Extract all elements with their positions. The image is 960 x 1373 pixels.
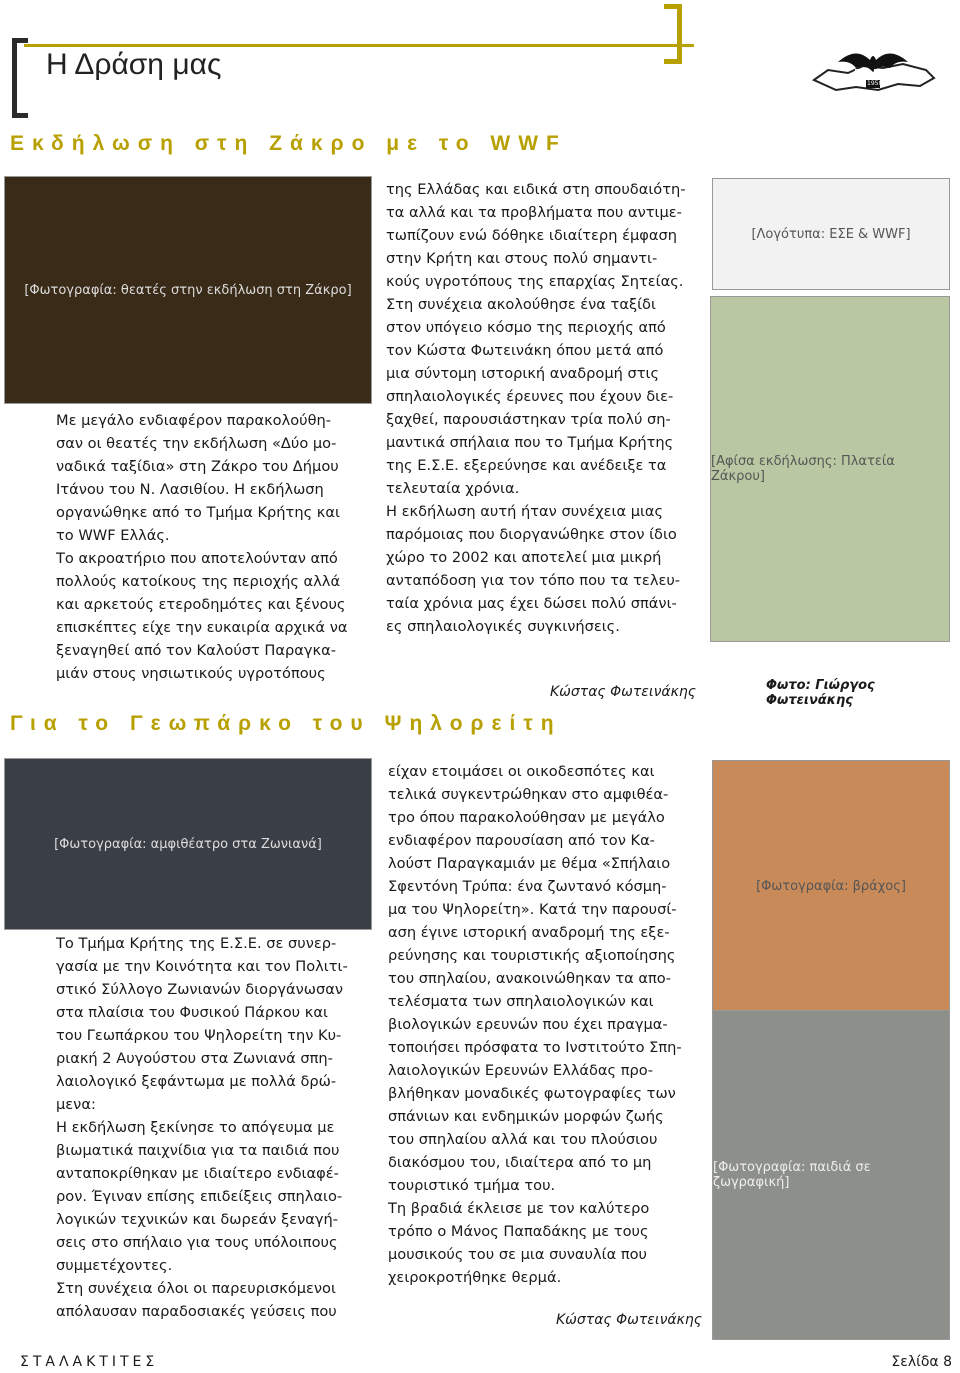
- text-line: μενα:: [56, 1096, 96, 1113]
- text-line: μουσικούς του σε μια συναυλία που: [388, 1246, 647, 1263]
- photo-zakros-audience: [4, 176, 372, 404]
- text-line: γασία με την Κοινότητα και τον Πολιτι-: [56, 958, 348, 975]
- article1-author: Κώστας Φωτεινάκης: [550, 684, 696, 700]
- photo-cliff-label: [Φωτογραφία: βράχος]: [756, 878, 906, 894]
- photo-event-poster: [710, 296, 950, 642]
- text-line: λαιολογικό ξεφάντωμα με πολλά δρώ-: [56, 1073, 337, 1090]
- photo-children-drawing-label: [Φωτογραφία: παιδιά σε ζωγραφική]: [713, 1160, 871, 1190]
- photo-children-drawing: [712, 1010, 950, 1340]
- text-line: ες σπηλαιολογικές συγκινήσεις.: [386, 618, 620, 635]
- article1-right-column: [386, 178, 686, 638]
- text-line: στικό Σύλλογο Ζωνιανών διοργάνωσαν: [56, 981, 344, 998]
- text-line: αση έγινε ιστορική αναδρομή της εξε-: [388, 924, 670, 941]
- text-line: ριακή 2 Αυγούστου στα Ζωνιανά σπη-: [56, 1050, 333, 1067]
- text-line: τωπίζουν ενώ δόθηκε ιδιαίτερη έμφαση: [386, 227, 678, 244]
- text-line: μια σύντομη ιστορική αναδρομή στις: [386, 365, 660, 382]
- photo-amphitheatre-label: [Φωτογραφία: αμφιθέατρο στα Ζωνιανά]: [54, 836, 322, 852]
- text-line: και αρκετούς ετεροδημότες και ξένους: [56, 596, 346, 613]
- text-line: λούστ Παραγκαμιάν με θέμα «Σπήλαιο: [388, 855, 671, 872]
- header-divider: [24, 44, 694, 47]
- header-bracket-left: [12, 38, 28, 118]
- text-line: σεις στο σπήλαιο για τους υπόλοιπους: [56, 1234, 338, 1251]
- text-line: ανταπόδοση για τον τόπο που τα τελευ-: [386, 572, 681, 589]
- article2-title: Για το Γεωπάρκο του Ψηλορείτη: [10, 712, 562, 735]
- text-line: ναδικά ταξίδια» στη Ζάκρο του Δήμου: [56, 458, 339, 475]
- text-line: της Ελλάδας και ειδικά στη σπουδαιότη-: [386, 181, 686, 198]
- text-line: Το ακροατήριο που αποτελούνταν από: [56, 550, 338, 567]
- text-line: βιωματικά παιχνίδια για τα παιδιά που: [56, 1142, 340, 1159]
- text-line: ρον. Έγιναν επίσης επιδείξεις σπηλαιο-: [56, 1188, 343, 1205]
- text-line: Στη συνέχεια ακολούθησε ένα ταξίδι: [386, 296, 656, 313]
- text-line: τελέσματα των σπηλαιολογικών και: [388, 993, 654, 1010]
- text-line: είχαν ετοιμάσει οι οικοδεσπότες και: [388, 763, 655, 780]
- text-line: μιάν στους νησιωτικούς υγροτόπους: [56, 665, 326, 682]
- text-line: του σπηλαίου αλλά και του πλούσιου: [388, 1131, 658, 1148]
- text-line: κούς υγροτόπους της επαρχίας Σητείας.: [386, 273, 684, 290]
- text-line: ανταποκρίθηκαν με ιδιαίτερο ενδιαφέ-: [56, 1165, 339, 1182]
- text-line: ρεύνησης και τουριστικής αξιοποίησης: [388, 947, 676, 964]
- text-line: οργανώθηκε από το Τμήμα Κρήτης και: [56, 504, 340, 521]
- text-line: χώρο το 2002 και αποτελεί μια μικρή: [386, 549, 662, 566]
- text-line: συμμετέχοντες.: [56, 1257, 173, 1274]
- text-line: Το Τμήμα Κρήτης της Ε.Σ.Ε. σε συνερ-: [56, 935, 337, 952]
- text-line: σπηλαιολογικές έρευνες που έχουν διε-: [386, 388, 674, 405]
- text-line: ξαχθεί, παρουσιάστηκαν τρία πολύ ση-: [386, 411, 671, 428]
- article2-author: Κώστας Φωτεινάκης: [556, 1312, 702, 1328]
- text-line: τουριστικό τμήμα του.: [388, 1177, 556, 1194]
- text-line: βιολογικών ερευνών που έχει πραγμα-: [388, 1016, 668, 1033]
- text-line: τελευταία χρόνια.: [386, 480, 520, 497]
- society-logo: [808, 40, 938, 102]
- text-line: επισκέπτες είχε την ευκαιρία αρχικά να: [56, 619, 348, 636]
- photo-logos-label: [Λογότυπα: ΕΣΕ & WWF]: [751, 226, 911, 242]
- text-line: τρόπο ο Μάνος Παπαδάκης με τους: [388, 1223, 649, 1240]
- photo-zakros-audience-label: [Φωτογραφία: θεατές στην εκδήλωση στη Ζάκρο]: [24, 282, 352, 298]
- header-bracket-right: [664, 4, 682, 64]
- article2-left-column: [56, 932, 348, 1323]
- photo-amphitheatre: [4, 758, 372, 930]
- text-line: διακόσμου του, ιδιαίτερα από το μη: [388, 1154, 652, 1171]
- text-line: Σφεντόνη Τρύπα: ένα ζωντανό κόσμη-: [388, 878, 667, 895]
- text-line: ταία χρόνια μας έχει δώσει πολύ σπάνι-: [386, 595, 677, 612]
- text-line: Η εκδήλωση ξεκίνησε το απόγευμα με: [56, 1119, 335, 1136]
- article1-left-column: [56, 409, 347, 685]
- text-line: Με μεγάλο ενδιαφέρον παρακολούθη-: [56, 412, 332, 429]
- text-line: παρόμοιας που διοργανώθηκε στον ίδιο: [386, 526, 677, 543]
- text-line: πολλούς κατοίκους της περιοχής αλλά: [56, 573, 341, 590]
- logo-text: Ε.Σ.Ε.: [854, 68, 883, 79]
- text-line: Στη συνέχεια όλοι οι παρευρισκόμενοι: [56, 1280, 336, 1297]
- footer-page-number: Σελίδα 8: [891, 1354, 952, 1370]
- text-line: το WWF Ελλάς.: [56, 527, 170, 544]
- text-line: ενδιαφέρον παρουσίαση από τον Κα-: [388, 832, 655, 849]
- article1-title: Εκδήλωση στη Ζάκρο με το WWF: [10, 132, 567, 155]
- section-title: Η Δράση μας: [46, 48, 222, 81]
- text-line: Τη βραδιά έκλεισε με τον καλύτερο: [388, 1200, 650, 1217]
- text-line: σαν οι θεατές την εκδήλωση «Δύο μο-: [56, 435, 337, 452]
- photo-logos: [712, 178, 950, 290]
- footer-magazine-name: ΣΤΑΛΑΚΤΙΤΕΣ: [20, 1354, 159, 1370]
- photo-cliff: [712, 760, 950, 1012]
- text-line: λαιολογικών Ερευνών Ελλάδας προ-: [388, 1062, 653, 1079]
- text-line: τελικά συγκεντρώθηκαν στο αμφιθέα-: [388, 786, 669, 803]
- text-line: στα πλαίσια του Φυσικού Πάρκου και: [56, 1004, 328, 1021]
- text-line: χειροκροτήθηκε θερμά.: [388, 1269, 562, 1286]
- text-line: τοποιήσει πρόσφατα το Ινστιτούτο Σπη-: [388, 1039, 682, 1056]
- text-line: ξεναγηθεί από τον Καλούστ Παραγκα-: [56, 642, 337, 659]
- text-line: τρο όπου παρακολούθησαν με μεγάλο: [388, 809, 665, 826]
- text-line: του Γεωπάρκου του Ψηλορείτη την Κυ-: [56, 1027, 342, 1044]
- photo-credit: Φωτο: Γιώργος Φωτεινάκης: [766, 678, 875, 708]
- text-line: μαντικά σπήλαια που το Τμήμα Κρήτης: [386, 434, 674, 451]
- text-line: τα αλλά και τα προβλήματα που αντιμε-: [386, 204, 682, 221]
- text-line: της Ε.Σ.Ε. εξερεύνησε και ανέδειξε τα: [386, 457, 667, 474]
- photo-event-poster-label: [Αφίσα εκδήλωσης: Πλατεία Ζάκρου]: [711, 454, 895, 484]
- text-line: στον υπόγειο κόσμο της περιοχής από: [386, 319, 666, 336]
- text-line: μα του Ψηλορείτη». Κατά την παρουσί-: [388, 901, 677, 918]
- text-line: τον Κώστα Φωτεινάκη όπου μετά από: [386, 342, 664, 359]
- text-line: του σπηλαίου, ανακοινώθηκαν τα απο-: [388, 970, 671, 987]
- text-line: βλήθηκαν μοναδικές φωτογραφίες των: [388, 1085, 676, 1102]
- text-line: απόλαυσαν παραδοσιακές γεύσεις που: [56, 1303, 337, 1320]
- text-line: Ιτάνου του Ν. Λασιθίου. Η εκδήλωση: [56, 481, 324, 498]
- article2-right-column: [388, 760, 682, 1289]
- text-line: σπάνιων και ενδημικών μορφών ζωής: [388, 1108, 664, 1125]
- logo-year: 1950: [867, 80, 883, 87]
- text-line: στην Κρήτη και στους πολύ σημαντι-: [386, 250, 658, 267]
- text-line: Η εκδήλωση αυτή ήταν συνέχεια μιας: [386, 503, 664, 520]
- text-line: λογικών τεχνικών και δωρεάν ξεναγή-: [56, 1211, 339, 1228]
